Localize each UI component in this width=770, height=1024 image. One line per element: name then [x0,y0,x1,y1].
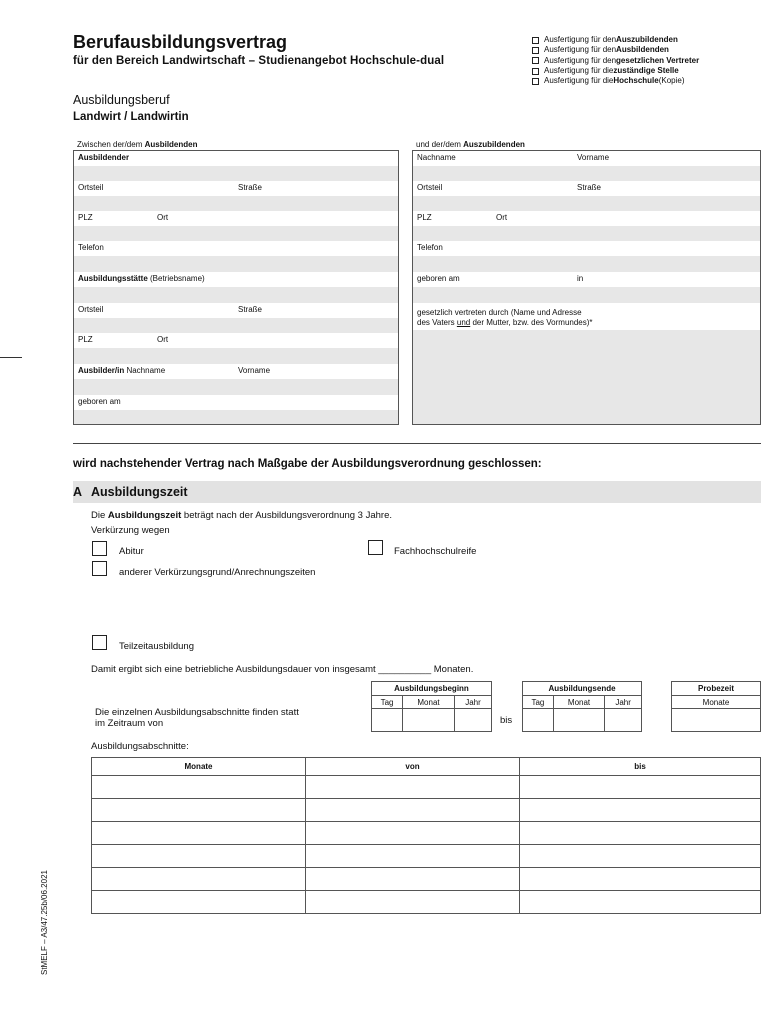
dauer-text: Damit ergibt sich eine betriebliche Ausbildungsdauer von insgesamt __________ Monaten. [91,664,474,675]
plz-ort-field-2[interactable]: PLZ Ort [74,333,398,364]
right-panel-intro: und der/dem Auszubildenden [416,140,525,149]
plz-ort-field[interactable]: PLZ Ort [74,211,398,241]
probezeit-table: Probezeit Monate [671,681,761,732]
table-row [92,799,761,822]
ausbilder-field[interactable]: Ausbilder/in Nachname Vorname [74,364,398,395]
checkbox[interactable] [532,37,539,44]
contract-statement: wird nachstehender Vertrag nach Maßgabe der Ausbildungsverordnung geschlossen: [73,458,542,470]
checkbox[interactable] [532,57,539,64]
col-monate: Monate [92,758,306,776]
anderer-grund-label: anderer Verkürzungsgrund/Anrechnungszeiten [119,567,316,578]
ende-tag-input[interactable] [523,709,554,732]
table-row [92,822,761,845]
name-field[interactable]: Nachname Vorname [413,151,760,181]
beruf-label: Ausbildungsberuf [73,93,170,107]
ausbildender-field[interactable]: Ausbildender [74,151,398,181]
form-code: StMELF – A3/47.25b/06.2021 [40,870,49,975]
beruf-value: Landwirt / Landwirtin [73,111,189,123]
copy-option[interactable]: Ausfertigung für die Hochschule (Kopie) [532,76,699,86]
plz-ort-field[interactable]: PLZ Ort [413,211,760,241]
ende-monat-input[interactable] [553,709,604,732]
checkbox[interactable] [532,78,539,85]
abitur-checkbox[interactable] [92,541,107,556]
ende-header: Ausbildungsende [523,682,642,696]
ausbildungsende-table: Ausbildungsende Tag Monat Jahr [522,681,642,732]
beginn-jahr-input[interactable] [454,709,491,732]
probezeit-header: Probezeit [672,682,761,696]
probezeit-input[interactable] [672,709,761,732]
ortsteil-strasse-field-2[interactable]: Ortsteil Straße [74,303,398,333]
teilzeit-label: Teilzeitausbildung [119,641,194,652]
bis-label: bis [500,715,513,726]
abschnitte-label: Ausbildungsabschnitte: [91,741,189,752]
copy-option[interactable]: Ausfertigung für den gesetzlichen Vertreter [532,56,699,66]
table-row [92,891,761,914]
left-panel-intro: Zwischen der/dem Ausbildenden [77,140,198,149]
ausbilder-geboren-field[interactable]: geboren am [74,395,398,424]
checkbox[interactable] [532,47,539,54]
checkbox[interactable] [532,68,539,75]
copy-option[interactable]: Ausfertigung für die zuständige Stelle [532,66,699,76]
ausbildungsbeginn-table: Ausbildungsbeginn Tag Monat Jahr [371,681,492,732]
col-bis: bis [520,758,761,776]
teilzeit-checkbox[interactable] [92,635,107,650]
document-title: Berufausbildungsvertrag [73,32,288,52]
section-title: Ausbildungszeit [91,485,188,499]
ende-jahr-input[interactable] [605,709,642,732]
copies-checklist [532,35,699,86]
ausbildungszeit-text: Die Ausbildungszeit beträgt nach der Ausbildungsverordnung 3 Jahre. [91,510,393,521]
beginn-tag-input[interactable] [372,709,403,732]
ausbildungsstaette-field[interactable]: Ausbildungsstätte (Betriebsname) [74,272,398,303]
abitur-label: Abitur [119,546,144,557]
gesetzlicher-vertreter-field[interactable]: gesetzlich vertreten durch (Name und Adresse des Vaters und der Mutter, bzw. des Vormundes)* [413,303,760,424]
document-subtitle: für den Bereich Landwirtschaft – Studienangebot Hochschule-dual [73,55,445,67]
table-row [92,776,761,799]
fachhochschulreife-checkbox[interactable] [368,540,383,555]
beginn-header: Ausbildungsbeginn [372,682,492,696]
beginn-monat-input[interactable] [403,709,455,732]
copy-option[interactable]: Ausfertigung für den Auszubildenden [532,35,699,45]
zeitraum-text: Die einzelnen Ausbildungsabschnitte finden statt im Zeitraum von [95,707,299,729]
ausbildender-panel [73,150,399,425]
ausbildungsabschnitte-table [91,757,761,914]
section-letter: A [73,485,83,499]
geboren-field[interactable]: geboren am in [413,272,760,303]
copy-option[interactable]: Ausfertigung für den Ausbildenden [532,45,699,55]
telefon-field[interactable]: Telefon [74,241,398,272]
fachhochschulreife-label: Fachhochschulreife [394,546,477,557]
telefon-field[interactable]: Telefon [413,241,760,272]
col-von: von [306,758,520,776]
anderer-grund-checkbox[interactable] [92,561,107,576]
fold-mark [0,357,22,358]
verkuerzung-label: Verkürzung wegen [91,525,170,536]
ortsteil-strasse-field[interactable]: Ortsteil Straße [413,181,760,211]
auszubildender-panel [412,150,761,425]
table-row [92,845,761,868]
ortsteil-strasse-field[interactable]: Ortsteil Straße [74,181,398,211]
divider [73,443,761,444]
table-row [92,868,761,891]
